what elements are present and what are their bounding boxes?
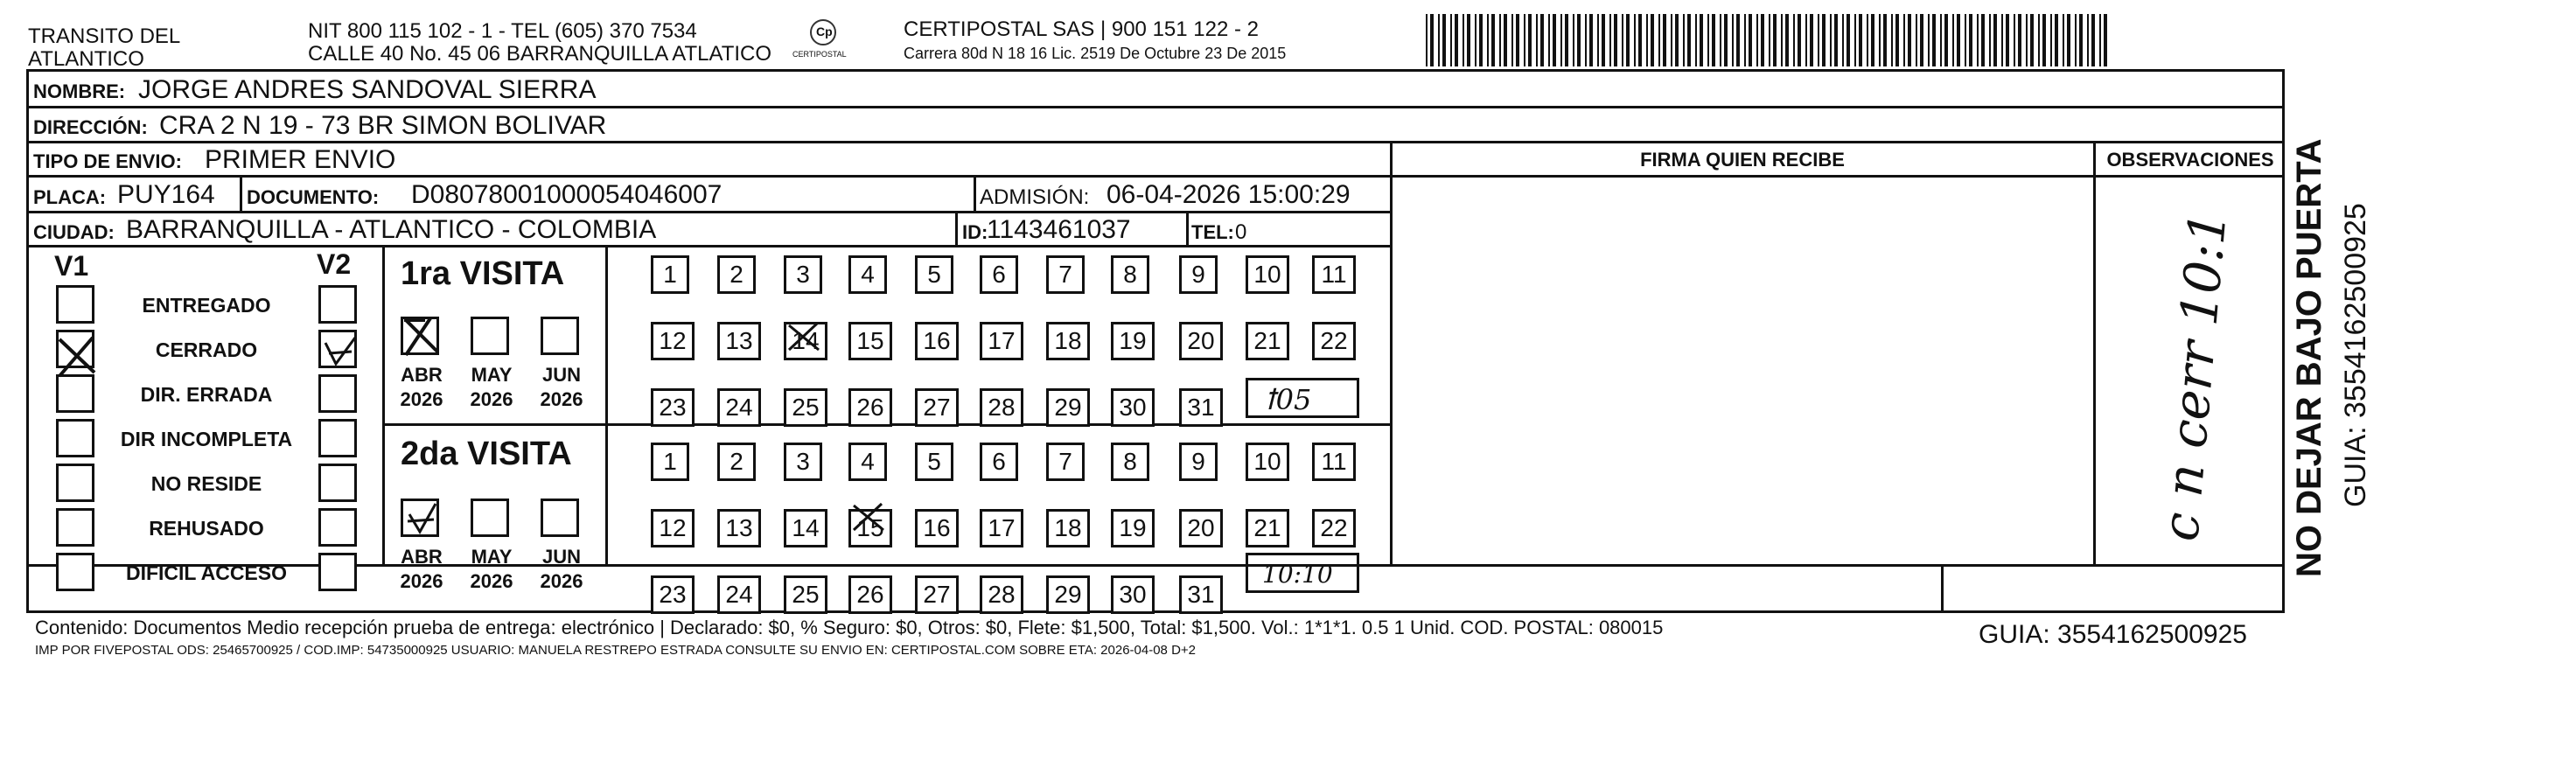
- month-year: 2026: [400, 570, 443, 592]
- day-box[interactable]: 5: [915, 255, 953, 294]
- reason-label: DIR INCOMPLETA: [120, 428, 293, 450]
- month-checkbox[interactable]: [541, 499, 579, 537]
- day-box[interactable]: 21: [1246, 509, 1289, 547]
- day-box[interactable]: 2: [717, 443, 756, 481]
- month-label: ABR: [401, 364, 443, 386]
- barcode-bar: [1952, 14, 1954, 66]
- day-box[interactable]: 12: [651, 509, 695, 547]
- row-line: [26, 175, 2285, 178]
- barcode-bar: [1536, 14, 1538, 66]
- day-box[interactable]: 6: [980, 443, 1018, 481]
- day-box[interactable]: 9: [1179, 255, 1218, 294]
- month-label: MAY: [471, 546, 513, 568]
- day-box[interactable]: 27: [915, 388, 959, 427]
- barcode-bar: [1622, 14, 1623, 66]
- barcode-bar: [1614, 14, 1617, 66]
- barcode-bar: [1467, 14, 1470, 66]
- day-box[interactable]: 27: [915, 575, 959, 614]
- sender-nit: NIT 800 115 102 - 1 - TEL (605) 370 7534: [308, 19, 697, 43]
- visit2-time: 10:10: [1262, 560, 1333, 589]
- barcode-bar: [1736, 14, 1740, 66]
- side-warning: NO DEJAR BAJO PUERTA: [2290, 138, 2328, 577]
- sender-name-line2: ATLANTICO: [28, 47, 144, 71]
- day-box[interactable]: 19: [1111, 509, 1155, 547]
- barcode-bar: [1732, 14, 1734, 66]
- barcode-bar: [1504, 14, 1507, 66]
- barcode-bar: [1981, 14, 1985, 66]
- barcode-bar: [2055, 14, 2058, 66]
- barcode-bar: [1867, 14, 1868, 66]
- v2-checkbox[interactable]: [318, 464, 357, 502]
- col-line: [1941, 564, 1944, 613]
- day-box[interactable]: 21: [1246, 322, 1289, 360]
- visit2-title: 2da VISITA: [401, 436, 572, 472]
- v2-checkbox[interactable]: [318, 285, 357, 324]
- sender-name-line1: TRANSITO DEL: [28, 24, 181, 48]
- col-line: [955, 211, 958, 246]
- day-box[interactable]: 22: [1312, 509, 1356, 547]
- barcode-bar: [1585, 14, 1587, 66]
- barcode-bar: [1908, 14, 1911, 66]
- document-label: DOCUMENTO:: [247, 186, 380, 208]
- barcode-bar: [1920, 14, 1923, 66]
- day-box[interactable]: 31: [1179, 575, 1223, 614]
- city-label: CIUDAD:: [33, 221, 115, 243]
- barcode-bar: [1940, 14, 1942, 66]
- barcode-bar: [2075, 14, 2077, 66]
- barcode-bar: [2038, 14, 2040, 66]
- day-box[interactable]: 7: [1046, 443, 1085, 481]
- shipment-type: PRIMER ENVIO: [205, 145, 396, 174]
- col-line: [382, 245, 385, 566]
- visit2-time-box: [1246, 553, 1359, 593]
- barcode-bar: [2087, 14, 2089, 66]
- sender-address: CALLE 40 No. 45 06 BARRANQUILLA ATLATICO: [308, 42, 772, 66]
- day-box[interactable]: 3: [784, 443, 822, 481]
- day-box[interactable]: 9: [1179, 443, 1218, 481]
- v1-checkbox[interactable]: [56, 553, 94, 591]
- tel-value: 0: [1235, 220, 1247, 244]
- barcode-bar: [1700, 14, 1703, 66]
- day-box[interactable]: 24: [717, 388, 761, 427]
- barcode-bar: [1426, 14, 1428, 66]
- day-box[interactable]: 17: [980, 322, 1023, 360]
- barcode-bar: [1602, 14, 1605, 66]
- signature-header: FIRMA QUIEN RECIBE: [1640, 149, 1845, 171]
- barcode-bar: [1671, 14, 1672, 66]
- day-box[interactable]: 1: [651, 255, 689, 294]
- barcode-bar: [1944, 14, 1948, 66]
- day-box[interactable]: 11: [1312, 443, 1356, 481]
- v1-checkbox[interactable]: [56, 374, 94, 413]
- barcode-bar: [1540, 14, 1544, 66]
- barcode-bar: [1903, 14, 1905, 66]
- barcode-bar: [2026, 14, 2028, 66]
- visit1-time: ꝉ05: [1264, 383, 1312, 416]
- footer-guide: GUIA: 3554162500925: [1979, 620, 2247, 649]
- month-label: ABR: [401, 546, 443, 568]
- barcode-bar: [1663, 14, 1666, 66]
- day-box[interactable]: 2: [717, 255, 756, 294]
- day-box[interactable]: 25: [784, 388, 827, 427]
- visit1-time-box: [1246, 378, 1359, 418]
- col-line: [605, 245, 608, 566]
- barcode-bar: [1773, 14, 1777, 66]
- day-box[interactable]: 14: [784, 322, 827, 360]
- barcode-bar: [1769, 14, 1770, 66]
- barcode-bar: [1720, 14, 1721, 66]
- barcode-bar: [1609, 14, 1611, 66]
- barcode-bar: [1744, 14, 1746, 66]
- month-label: JUN: [541, 546, 581, 568]
- day-box[interactable]: 4: [848, 255, 887, 294]
- barcode-bar: [1442, 14, 1446, 66]
- admission-label: ADMISIÓN:: [980, 185, 1090, 209]
- day-box[interactable]: 15: [848, 322, 892, 360]
- day-box[interactable]: 14: [784, 509, 827, 547]
- barcode-bar: [1475, 14, 1476, 66]
- type-label: TIPO DE ENVIO:: [33, 150, 182, 172]
- day-box[interactable]: 4: [848, 443, 887, 481]
- v1-checkbox[interactable]: [56, 285, 94, 324]
- day-box[interactable]: 15: [848, 509, 892, 547]
- barcode-bar: [1895, 14, 1899, 66]
- address-label: DIRECCIÓN:: [33, 116, 148, 138]
- barcode-bar: [1524, 14, 1525, 66]
- observations-header: OBSERVACIONES: [2106, 149, 2274, 171]
- barcode-bar: [1516, 14, 1519, 66]
- day-box[interactable]: 17: [980, 509, 1023, 547]
- plate-label: PLACA:: [33, 186, 107, 208]
- barcode-bar: [2014, 14, 2015, 66]
- tel-label: TEL:: [1191, 221, 1234, 243]
- day-box[interactable]: 16: [915, 322, 959, 360]
- month-label: JUN: [541, 364, 581, 386]
- barcode-bar: [1781, 14, 1783, 66]
- v1-checkbox[interactable]: [56, 508, 94, 547]
- barcode-bar: [1842, 14, 1844, 66]
- barcode-bar: [1712, 14, 1715, 66]
- barcode-bar: [2001, 14, 2003, 66]
- day-box[interactable]: 29: [1046, 388, 1090, 427]
- barcode-bar: [1879, 14, 1881, 66]
- barcode-bar: [1695, 14, 1697, 66]
- row-line: [26, 564, 2285, 567]
- visit2-month-mark: [399, 495, 444, 540]
- plate-value: PUY164: [117, 180, 215, 209]
- month-year: 2026: [540, 570, 583, 592]
- day-box[interactable]: 3: [784, 255, 822, 294]
- reason-label: CERRADO: [155, 338, 258, 361]
- barcode-bar: [1573, 14, 1574, 66]
- barcode: [1426, 9, 2117, 70]
- row-line: [26, 141, 2285, 143]
- month-year: 2026: [470, 388, 513, 410]
- barcode-bar: [1749, 14, 1752, 66]
- row-line: [385, 423, 608, 426]
- barcode-bar: [1989, 14, 1991, 66]
- id-value: 1143461037: [987, 215, 1131, 244]
- day-box[interactable]: 31: [1179, 388, 1223, 427]
- side-guide-wrap: [2341, 157, 2376, 507]
- barcode-bar: [1883, 14, 1887, 66]
- col-line: [240, 175, 242, 212]
- v1-checkbox[interactable]: [56, 464, 94, 502]
- barcode-bar: [1675, 14, 1679, 66]
- day-box[interactable]: 18: [1046, 509, 1090, 547]
- barcode-bar: [1977, 14, 1979, 66]
- barcode-bar: [1658, 14, 1660, 66]
- barcode-bar: [2063, 14, 2064, 66]
- day-box[interactable]: 22: [1312, 322, 1356, 360]
- barcode-bar: [1626, 14, 1630, 66]
- barcode-bar: [2042, 14, 2046, 66]
- month-checkbox[interactable]: [471, 499, 509, 537]
- barcode-bar: [1798, 14, 1801, 66]
- day-box[interactable]: 23: [651, 575, 695, 614]
- barcode-bar: [1597, 14, 1599, 66]
- reason-label: NO RESIDE: [150, 472, 262, 495]
- barcode-bar: [1683, 14, 1685, 66]
- barcode-bar: [1932, 14, 1936, 66]
- day-box[interactable]: 25: [784, 575, 827, 614]
- barcode-bar: [1553, 14, 1556, 66]
- barcode-bar: [1565, 14, 1568, 66]
- day-box[interactable]: 24: [717, 575, 761, 614]
- barcode-bar: [1455, 14, 1458, 66]
- document-value: D08078001000054046007: [411, 180, 723, 209]
- barcode-bar: [1761, 14, 1764, 66]
- barcode-bar: [1646, 14, 1648, 66]
- barcode-bar: [1793, 14, 1795, 66]
- barcode-bar: [1891, 14, 1893, 66]
- reason-label: ENTREGADO: [142, 294, 271, 317]
- recipient-address: CRA 2 N 19 - 73 BR SIMON BOLIVAR: [159, 111, 607, 140]
- barcode-bar: [1854, 14, 1856, 66]
- barcode-bar: [1528, 14, 1532, 66]
- barcode-bar: [1651, 14, 1654, 66]
- day-box[interactable]: 30: [1111, 575, 1155, 614]
- handwritten-observation: c n cerr 10:1: [2150, 209, 2238, 544]
- day-box[interactable]: 20: [1179, 509, 1223, 547]
- barcode-bar: [2099, 14, 2101, 66]
- barcode-bar: [1499, 14, 1501, 66]
- barcode-bar: [1993, 14, 1997, 66]
- visit2-day-mark: [848, 497, 890, 539]
- day-box[interactable]: 13: [717, 322, 761, 360]
- barcode-bar: [1822, 14, 1826, 66]
- barcode-bar: [1548, 14, 1550, 66]
- barcode-bar: [1687, 14, 1691, 66]
- barcode-bar: [1846, 14, 1850, 66]
- v2-header: V2: [317, 248, 352, 280]
- barcode-bar: [2018, 14, 2021, 66]
- barcode-bar: [1859, 14, 1862, 66]
- day-box[interactable]: 8: [1111, 255, 1149, 294]
- barcode-bar: [1479, 14, 1483, 66]
- recipient-name: JORGE ANDRES SANDOVAL SIERRA: [138, 75, 597, 104]
- day-box[interactable]: 28: [980, 575, 1023, 614]
- day-box[interactable]: 20: [1179, 322, 1223, 360]
- day-box[interactable]: 13: [717, 509, 761, 547]
- visit1-day-mark: [784, 317, 826, 359]
- barcode-bar: [2091, 14, 2095, 66]
- day-box[interactable]: 5: [915, 443, 953, 481]
- day-box[interactable]: 19: [1111, 322, 1155, 360]
- barcode-bar: [2104, 14, 2107, 66]
- day-box[interactable]: 7: [1046, 255, 1085, 294]
- barcode-bar: [2050, 14, 2052, 66]
- courier-address: Carrera 80d N 18 16 Lic. 2519 De Octubre 23 De 2015: [904, 45, 1287, 62]
- barcode-bar: [1957, 14, 1960, 66]
- reason-label: REHUSADO: [149, 517, 264, 540]
- v2-cerrado-mark: [317, 329, 364, 376]
- day-box[interactable]: 8: [1111, 443, 1149, 481]
- day-box[interactable]: 26: [848, 575, 892, 614]
- day-box[interactable]: 10: [1246, 255, 1289, 294]
- day-box[interactable]: 29: [1046, 575, 1090, 614]
- row-line: [26, 106, 2285, 108]
- name-label: NOMBRE:: [33, 80, 126, 102]
- v1-checkbox[interactable]: [56, 419, 94, 457]
- day-box[interactable]: 28: [980, 388, 1023, 427]
- visit1-title: 1ra VISITA: [401, 255, 565, 292]
- barcode-bar: [1724, 14, 1728, 66]
- col-line: [974, 175, 976, 212]
- city-value: BARRANQUILLA - ATLANTICO - COLOMBIA: [126, 215, 657, 244]
- barcode-bar: [1756, 14, 1758, 66]
- barcode-bar: [1965, 14, 1966, 66]
- barcode-bar: [1818, 14, 1819, 66]
- col-line: [1186, 211, 1189, 246]
- v1-header: V1: [54, 250, 89, 282]
- barcode-bar: [2079, 14, 2083, 66]
- barcode-bar: [1577, 14, 1581, 66]
- side-warning-wrap: [2292, 105, 2344, 577]
- reason-label: DIR. ERRADA: [140, 383, 273, 406]
- day-box[interactable]: 10: [1246, 443, 1289, 481]
- barcode-bar: [2030, 14, 2034, 66]
- barcode-bar: [1634, 14, 1636, 66]
- barcode-bar: [1830, 14, 1832, 66]
- month-label: MAY: [471, 364, 513, 386]
- barcode-bar: [1810, 14, 1813, 66]
- barcode-bar: [1805, 14, 1807, 66]
- v1-cerrado-mark: [54, 332, 101, 380]
- contents-line: Contenido: Documentos Medio recepción prueba de entrega: electrónico | Declarado: $0, % Seguro: $0, Otros: $0, Flete: $1,500, Total: $1,500. Vol.: 1*1*1. 0.5 1 Unid. COD. POSTAL: 080015: [35, 617, 1664, 638]
- barcode-bar: [1438, 14, 1440, 66]
- v2-checkbox[interactable]: [318, 508, 357, 547]
- barcode-bar: [1638, 14, 1642, 66]
- barcode-bar: [1491, 14, 1495, 66]
- day-box[interactable]: 6: [980, 255, 1018, 294]
- barcode-bar: [1916, 14, 1917, 66]
- day-box[interactable]: 16: [915, 509, 959, 547]
- barcode-bar: [1834, 14, 1838, 66]
- v2-checkbox[interactable]: [318, 553, 357, 591]
- day-box[interactable]: 1: [651, 443, 689, 481]
- month-year: 2026: [470, 570, 513, 592]
- day-box[interactable]: 11: [1312, 255, 1356, 294]
- barcode-bar: [1560, 14, 1562, 66]
- barcode-bar: [1969, 14, 1972, 66]
- day-box[interactable]: 30: [1111, 388, 1155, 427]
- v2-checkbox[interactable]: [318, 419, 357, 457]
- barcode-bar: [2006, 14, 2009, 66]
- reason-label: DIFICIL ACCESO: [125, 561, 287, 584]
- barcode-bar: [1430, 14, 1434, 66]
- day-box[interactable]: 12: [651, 322, 695, 360]
- day-box[interactable]: 23: [651, 388, 695, 427]
- month-checkbox[interactable]: [541, 317, 579, 355]
- certipostal-logo-icon: Cp: [810, 19, 836, 45]
- barcode-bar: [1785, 14, 1789, 66]
- imp-line: IMP POR FIVEPOSTAL ODS: 25465700925 / COD.IMP: 54735000925 USUARIO: MANUELA RESTREPO ESTRADA CONSULTE SU ENVIO EN: CERTIPOSTAL.COM SOBRE ETA: 2026-04-08 D+2: [35, 643, 1197, 658]
- barcode-bar: [1487, 14, 1489, 66]
- barcode-bar: [1589, 14, 1593, 66]
- barcode-bar: [1871, 14, 1874, 66]
- barcode-bar: [1463, 14, 1464, 66]
- col-line: [1390, 141, 1393, 567]
- barcode-bar: [1511, 14, 1513, 66]
- barcode-bar: [1707, 14, 1709, 66]
- month-checkbox[interactable]: [471, 317, 509, 355]
- visit1-month-mark: [399, 313, 444, 359]
- v2-checkbox[interactable]: [318, 374, 357, 413]
- observation-area: [2095, 209, 2283, 560]
- id-label: ID:: [962, 221, 988, 243]
- logo-text: CERTIPOSTAL: [792, 50, 847, 59]
- day-box[interactable]: 26: [848, 388, 892, 427]
- month-year: 2026: [540, 388, 583, 410]
- barcode-bar: [1928, 14, 1930, 66]
- barcode-bar: [2067, 14, 2070, 66]
- admission-value: 06-04-2026 15:00:29: [1106, 180, 1351, 209]
- courier-info: CERTIPOSTAL SAS | 900 151 122 - 2: [904, 17, 1259, 41]
- barcode-bar: [1450, 14, 1452, 66]
- day-box[interactable]: 18: [1046, 322, 1090, 360]
- month-year: 2026: [400, 388, 443, 410]
- side-guide: GUIA: 3554162500925: [2339, 203, 2372, 507]
